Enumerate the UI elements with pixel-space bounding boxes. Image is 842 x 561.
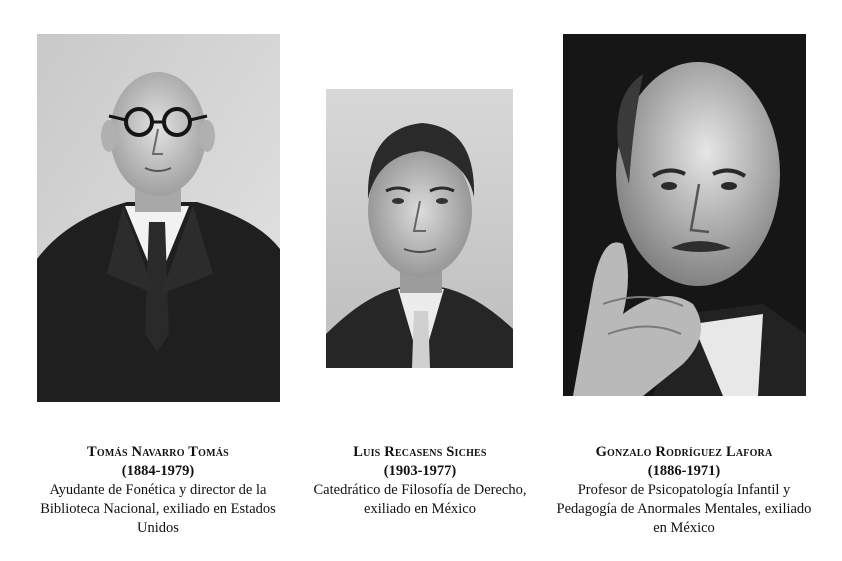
person-name: Tomás Navarro Tomás bbox=[87, 444, 229, 460]
person-name: Luis Recasens Siches bbox=[353, 444, 487, 460]
caption-recasens bbox=[300, 443, 540, 519]
caption-navarro bbox=[29, 443, 287, 538]
portrait-photo-lafora bbox=[563, 34, 806, 396]
person-name: Gonzalo Rodríguez Lafora bbox=[595, 444, 773, 460]
portrait-photo-recasens bbox=[326, 89, 513, 368]
portrait-photo-navarro bbox=[37, 34, 280, 402]
caption-lafora bbox=[553, 443, 815, 538]
person-years: (1886-1971) bbox=[647, 463, 721, 479]
person-years: (1903-1977) bbox=[383, 463, 457, 479]
person-years: (1884-1979) bbox=[121, 463, 195, 479]
person-description: Ayudante de Fonética y director de la Biblioteca Nacional, exiliado en Estados Unidos bbox=[40, 482, 276, 536]
person-description: Catedrático de Filosofía de Derecho, exiliado en México bbox=[313, 482, 527, 517]
person-description: Profesor de Psicopatología Infantil y Pedagogía de Anormales Mentales, exiliado en México bbox=[556, 482, 812, 536]
